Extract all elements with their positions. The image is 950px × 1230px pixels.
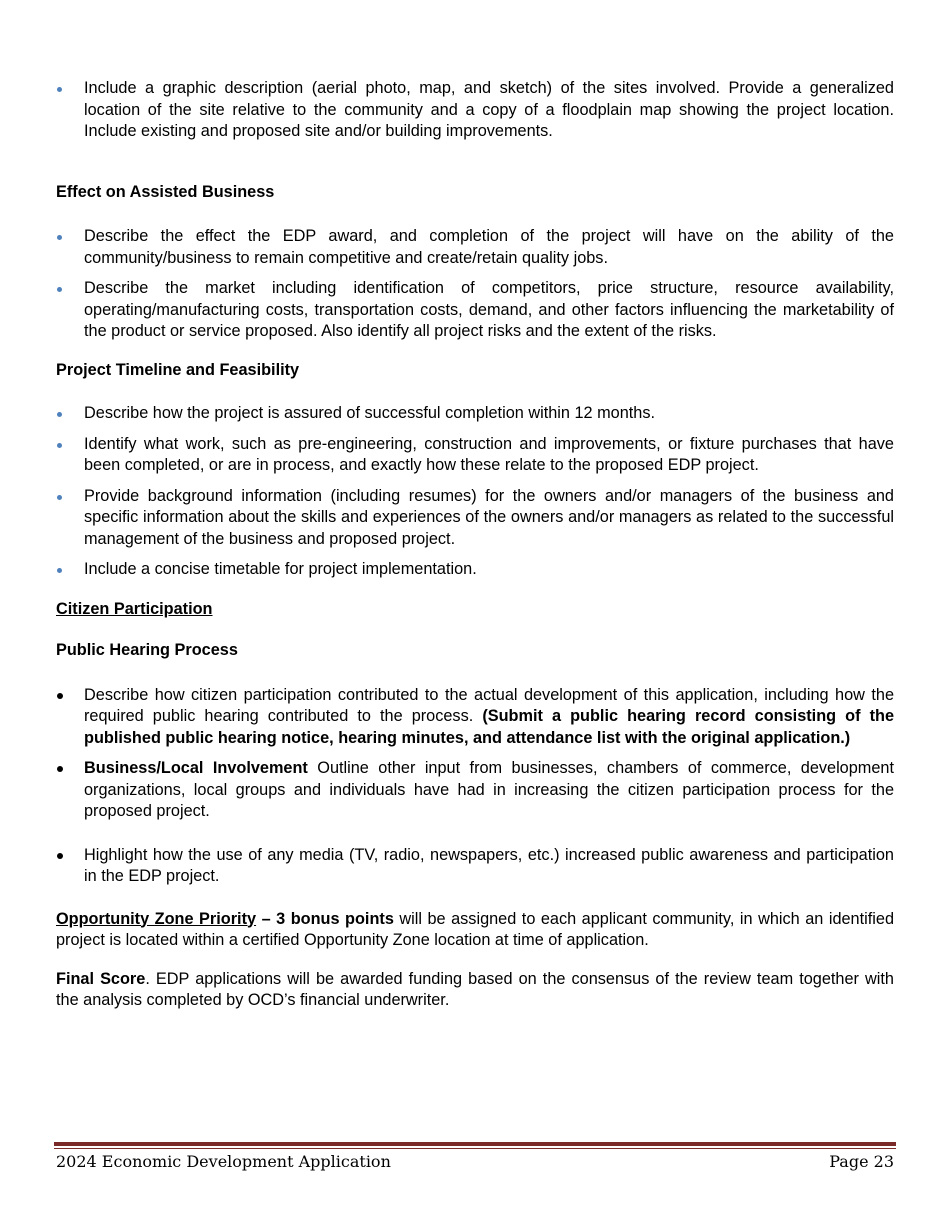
list-item: Include a graphic description (aerial photo, map, and sketch) of the sites involved. Provide a generalized location of the site relative to the community and a copy of a floodplain map showing the project location. Include existing and proposed site and/or building improvements. — [56, 78, 894, 143]
list-item: Highlight how the use of any media (TV, radio, newspapers, etc.) increased public awareness and participation in the EDP project. — [56, 845, 894, 888]
timeline-list — [56, 403, 894, 581]
list-item: Identify what work, such as pre-engineering, construction and improvements, or fixture purchases that have been completed, or are in process, and exactly how these relate to the proposed EDP project. — [56, 434, 894, 477]
subheading-public-hearing: Public Hearing Process — [56, 641, 238, 659]
list-item: Describe how the project is assured of successful completion within 12 months. — [56, 403, 894, 425]
page-body — [56, 78, 894, 1012]
intro-list — [56, 78, 894, 143]
effect-list — [56, 226, 894, 343]
list-item: Describe the market including identification of competitors, price structure, resource availability, operating/manufacturing costs, transportation costs, demand, and other factors influencing the marketability of the product or service proposed. Also identify all project risks and the extent of the risks. — [56, 278, 894, 343]
section-heading-citizen: Citizen Participation — [56, 599, 213, 618]
section-heading-effect: Effect on Assisted Business — [56, 182, 275, 201]
page-number: Page 23 — [829, 1152, 894, 1171]
list-item: Provide background information (including resumes) for the owners and/or managers of the business and specific information about the skills and experiences of the owners and/or managers as related to the successful management of the business and proposed project. — [56, 486, 894, 551]
footer-title: 2024 Economic Development Application — [56, 1152, 391, 1171]
footer-rule — [54, 1142, 896, 1146]
list-item: Describe the effect the EDP award, and completion of the project will have on the ability of the community/business to remain competitive and create/retain quality jobs. — [56, 226, 894, 269]
citizen-list — [56, 685, 894, 888]
opportunity-zone-paragraph: Opportunity Zone Priority – 3 bonus points will be assigned to each applicant community, in which an identified project is located within a certified Opportunity Zone location at time of application. — [56, 909, 894, 949]
list-item: Business/Local Involvement Outline other input from businesses, chambers of commerce, development organizations, local groups and individuals have had in increasing the citizen participation process for the proposed project. — [56, 758, 894, 823]
list-item: Include a concise timetable for project implementation. — [56, 559, 894, 581]
final-score-paragraph: Final Score. EDP applications will be awarded funding based on the consensus of the review team together with the analysis completed by OCD’s financial underwriter. — [56, 969, 894, 1009]
footer-rule-thin — [54, 1148, 896, 1149]
section-heading-timeline: Project Timeline and Feasibility — [56, 360, 300, 379]
list-item: Describe how citizen participation contributed to the actual development of this application, including how the required public hearing contributed to the process. (Submit a public hearing record consisting of the published public hearing notice, hearing minutes, and attendance list with the original application.) — [56, 685, 894, 750]
